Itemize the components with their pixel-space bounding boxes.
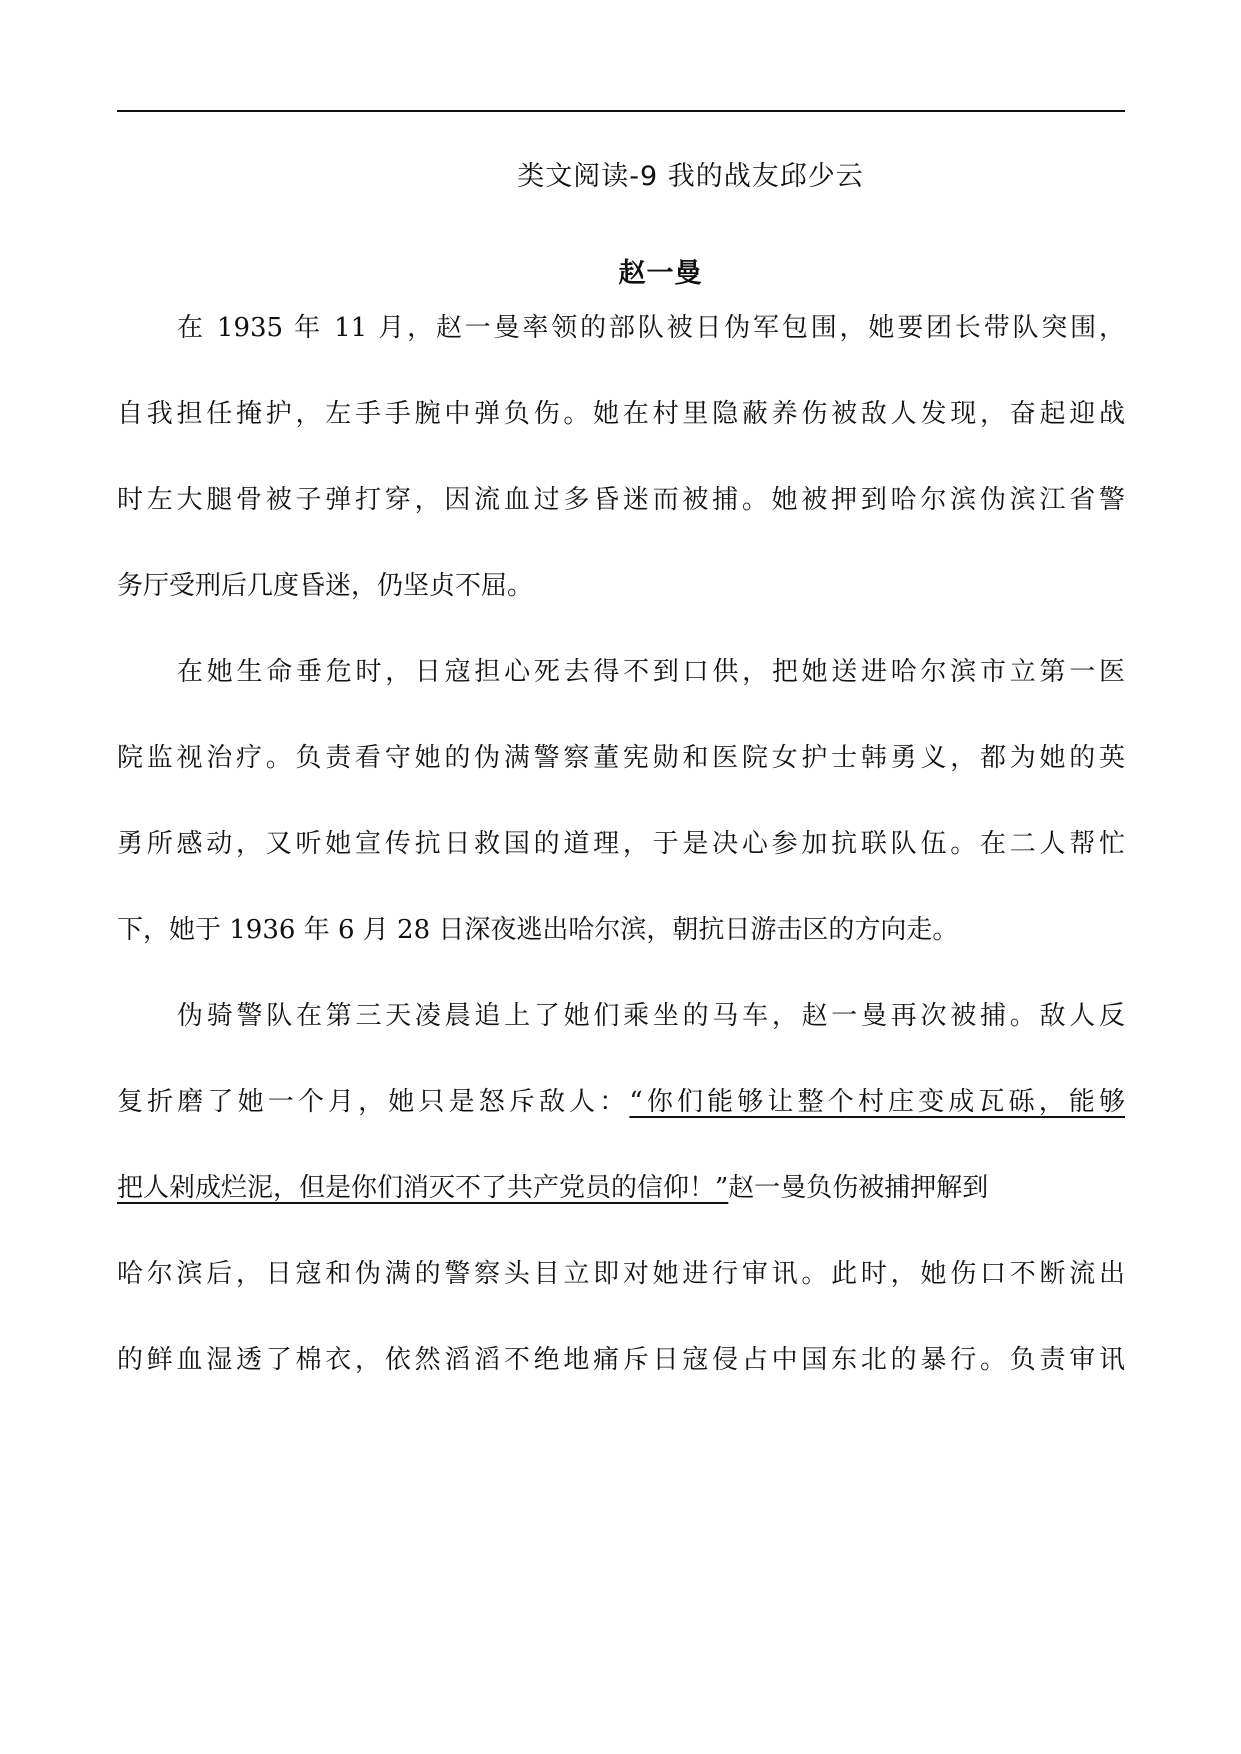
paragraph-3-line-2 xyxy=(117,1082,1125,1122)
paragraph-3-line-2-text: 复折磨了她一个月，她只是怒斥敌人： xyxy=(117,1087,630,1117)
paragraph-1-line-3: 时左大腿骨被子弹打穿，因流血过多昏迷而被捕。她被押到哈尔滨伪滨江省警 xyxy=(117,485,1125,515)
page-title: 类文阅读-9 我的战友邱少云 xyxy=(517,161,864,192)
header-rule xyxy=(117,110,1125,112)
paragraph-2-line-3: 勇所感动，又听她宣传抗日救国的道理，于是决心参加抗联队伍。在二人帮忙 xyxy=(117,829,1125,859)
quote-underlined-part-1: “你们能够让整个村庄变成瓦砾，能够 xyxy=(629,1087,1125,1117)
paragraph-3-line-4: 哈尔滨后，日寇和伪满的警察头目立即对她进行审讯。此时，她伤口不断流出 xyxy=(117,1259,1125,1289)
paragraph-3-line-3 xyxy=(117,1168,1125,1208)
paragraph-2-line-1: 在她生命垂危时，日寇担心死去得不到口供，把她送进哈尔滨市立第一医 xyxy=(177,657,1125,687)
paragraph-3-line-5: 的鲜血湿透了棉衣，依然滔滔不绝地痛斥日寇侵占中国东北的暴行。负责审讯 xyxy=(117,1345,1125,1375)
paragraph-3-line-3-text: 赵一曼负伤被捕押解到 xyxy=(728,1173,989,1203)
paragraph-3-line-1: 伪骑警队在第三天凌晨追上了她们乘坐的马车，赵一曼再次被捕。敌人反 xyxy=(177,1001,1125,1031)
paragraph-1-line-1: 在 1935 年 11 月，赵一曼率领的部队被日伪军包围，她要团长带队突围， xyxy=(177,313,1125,343)
paragraph-1-line-2: 自我担任掩护，左手手腕中弹负伤。她在村里隐蔽养伤被敌人发现，奋起迎战 xyxy=(117,399,1125,429)
paragraph-1-line-4: 务厅受刑后几度昏迷，仍坚贞不屈。 xyxy=(117,571,534,601)
paragraph-2-line-2: 院监视治疗。负责看守她的伪满警察董宪勋和医院女护士韩勇义，都为她的英 xyxy=(117,743,1125,773)
quote-underlined-part-2: 把人剁成烂泥，但是你们消灭不了共产党员的信仰！” xyxy=(117,1173,729,1203)
author-name: 赵一曼 xyxy=(618,258,703,289)
paragraph-2-line-4: 下，她于 1936 年 6 月 28 日深夜逃出哈尔滨，朝抗日游击区的方向走。 xyxy=(117,915,959,945)
